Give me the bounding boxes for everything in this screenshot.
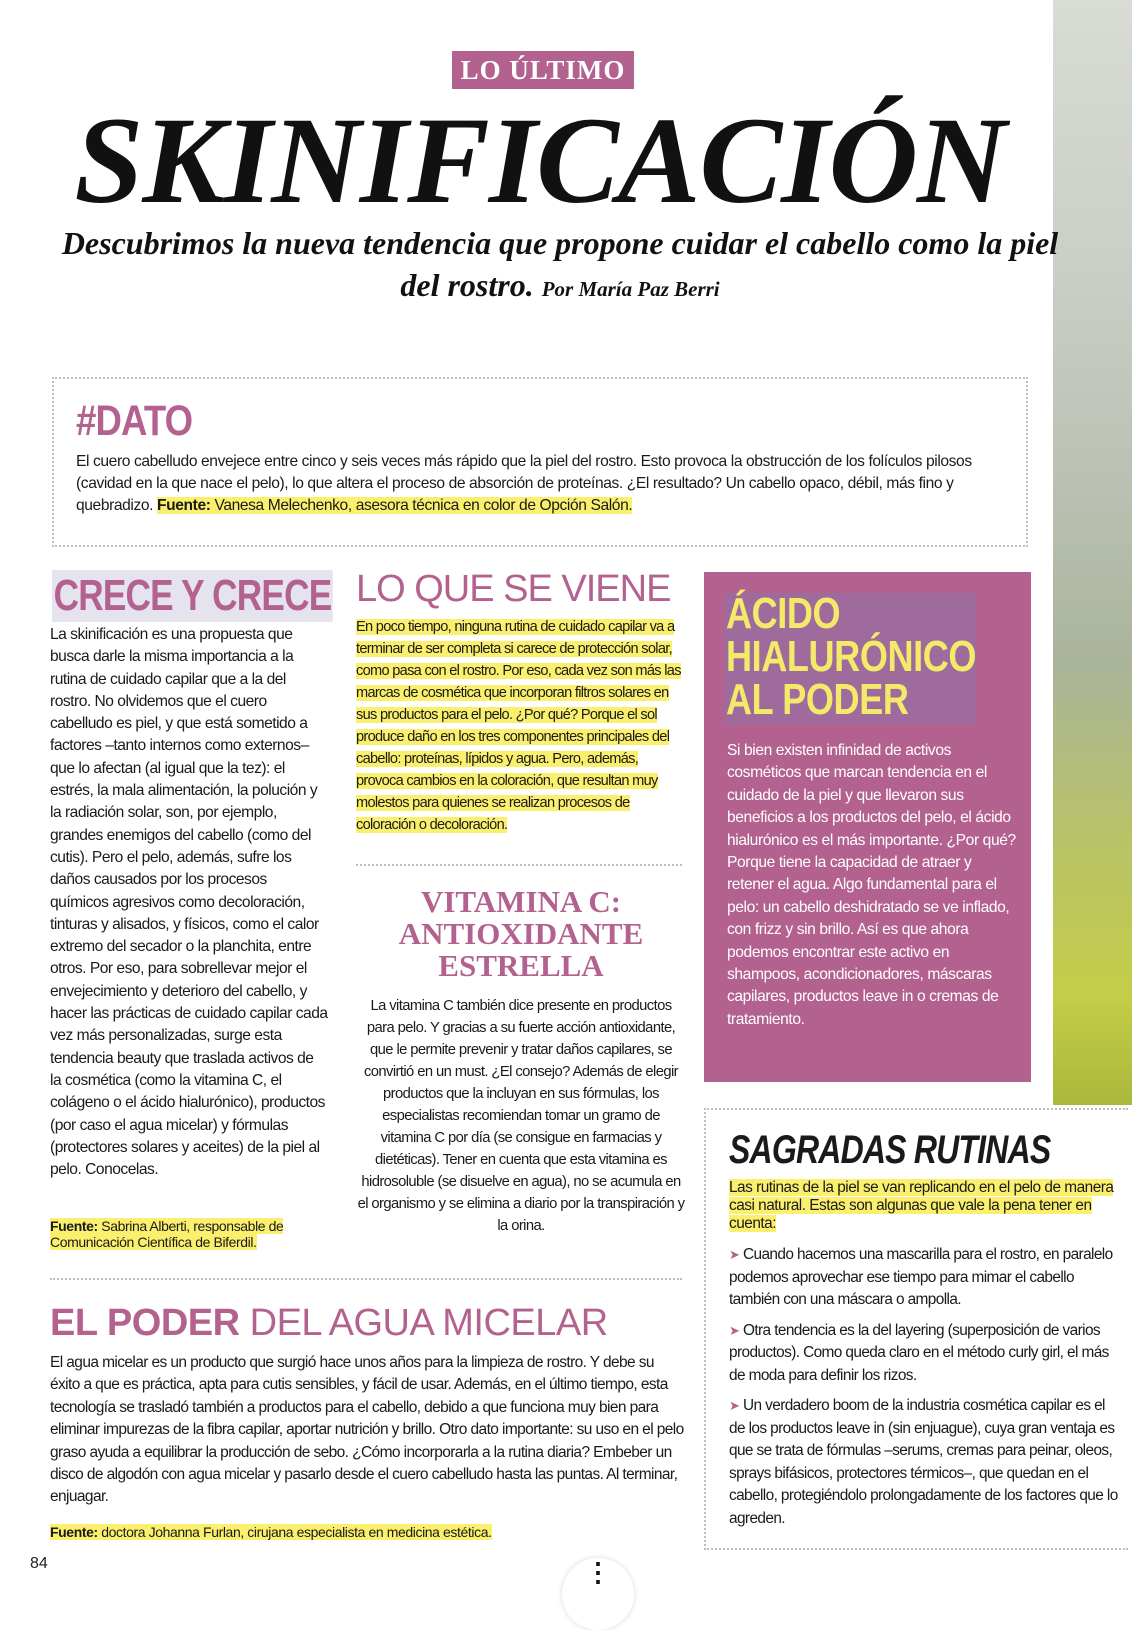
viene-text <box>356 616 686 836</box>
sagradas-list <box>729 1244 1124 1538</box>
list-item <box>729 1395 1124 1530</box>
agua-source <box>50 1524 492 1540</box>
list-item-text: Otra tendencia es la del layering (superposición de varios productos). Como queda claro en el método curly girl, el más de moda para definir los rizos. <box>729 1321 1109 1384</box>
divider <box>356 864 682 866</box>
subtitle-text: Descubrimos la nueva tendencia que propone cuidar el cabello como la piel del rostro. <box>61 225 1059 303</box>
viene-title: LO QUE SE VIENE <box>356 568 671 610</box>
page-number: 84 <box>30 1555 48 1572</box>
vitc-title: VITAMINA C: ANTIOXIDANTE ESTRELLA <box>398 884 644 983</box>
agua-title-rest: DEL AGUA MICELAR <box>239 1302 608 1344</box>
chevron-right-icon: ➤ <box>729 1247 740 1262</box>
agua-title <box>50 1302 608 1345</box>
dato-title: #DATO <box>76 397 193 445</box>
agua-source-label: Fuente: <box>50 1524 98 1540</box>
acid-text: Si bien existen infinidad de activos cosméticos que marcan tendencia en el cuidado de la piel y que llevaron sus beneficios a los productos del pelo, el ácido hialurónico es el más importante. ¿Por qué? Porque tiene la capacidad de atraer y retener el agua. Algo fundamental para el pelo: un cabello deshidratado se ve inflado, con frizz y sin brillo. Así es que ahora podemos encontrar este activo en shampoos, acondicionadores, máscaras capilares, productos leave in o cremas de tratamiento. <box>727 742 1016 1028</box>
sagradas-intro-text: Las rutinas de la piel se van replicando en el pelo de manera casi natural. Estas son algunas que vale la pena tener en cuenta: <box>729 1179 1114 1232</box>
divider <box>50 1278 682 1280</box>
more-options-button[interactable] <box>562 1558 634 1630</box>
agua-title-bold: EL PODER <box>50 1302 240 1344</box>
chevron-right-icon: ➤ <box>729 1398 740 1413</box>
dato-source-text: Vanesa Melechenko, asesora técnica en color de Opción Salón. <box>210 497 633 514</box>
acid-title: ÁCIDO HIALURÓNICO AL PODER <box>726 589 977 724</box>
list-item <box>729 1320 1124 1388</box>
crece-source-text: Sabrina Alberti, responsable de Comunicación Científica de Biferdil. <box>50 1218 284 1250</box>
list-item-text: Cuando hacemos una mascarilla para el rostro, en paralelo podemos aprovechar ese tiempo para mimar el cabello también con una máscara o ampolla. <box>729 1246 1113 1308</box>
list-item-text: Un verdadero boom de la industria cosmética capilar es el de los productos leave in (sin enjuague), cuya gran ventaja es que se trata de fórmulas –serums, cremas para peinar, oleos, sprays bifásicos, protectores térmicos–, que quedan en el cabello, protegiéndolo prolongadamente de los factores que lo agreden. <box>729 1397 1118 1527</box>
dato-source <box>157 497 632 514</box>
viene-body: En poco tiempo, ninguna rutina de cuidado capilar va a terminar de ser completa si carece de protección solar, como pasa con el rostro. Por eso, cada vez son más las marcas de cosmética que incorporan filtros solares en sus productos para el pelo. ¿Por qué? Porque el sol produce daño en los tres componentes principales del cabello: proteínas, lípidos y agua. Pero, además, provoca cambios en la coloración, que resultan muy molestos para quienes se realizan procesos de coloración o decoloración. <box>356 619 681 833</box>
section-tag: LO ÚLTIMO <box>452 51 634 89</box>
crece-source <box>50 1218 330 1250</box>
crece-text: La skinificación es una propuesta que busca darle la misma importancia a la rutina de cuidado capilar que a la del rostro. No olvidemos que el cuero cabelludo es piel, y que está sometido a factores –tanto internos como externos– que lo afectan (al igual que la tez): el estrés, la mala alimentación, la polución y la radiación solar, son, por ejemplo, grandes enemigos del cabello (como del cutis). Pero el pelo, además, sufre los daños causados por los procesos químicos agresivos como decoloración, tinturas y alisados, y físicos, como el calor extremo del secador o la planchita, entre otros. Por eso, para sobrellevar mejor el envejecimiento y deterioro del cabello, y hacer las prácticas de cuidado capilar cada vez más personalizadas, surge esta tendencia beauty que traslada activos de la cosmética (como la vitamina C, el colágeno o el ácido hialurónico), productos (por caso el agua micelar) y fórmulas (protectores solares y aceites) de la piel al pelo. Conocelas. <box>50 626 328 1179</box>
more-vert-icon: ⋮ <box>585 1557 611 1587</box>
subtitle <box>60 222 1060 310</box>
byline: Por María Paz Berri <box>541 277 720 301</box>
agua-text: El agua micelar es un producto que surgió hace unos años para la limpieza de rostro. Y debe su éxito a que es práctica, apta para cutis sensibles, y fácil de usar. Además, en el último tiempo, esta tecnología se trasladó también a productos para el cabello, debido a que funciona muy bien para eliminar impurezas de la fibra capilar, aportar nutrición y brillo. Otro dato importante: su uso en el pelo graso ayuda a equilibrar la producción de sebo. ¿Cómo incorporarla a la rutina diaria? Embeber un disco de algodón con agua micelar y pasarlo desde el cuero cabelludo hasta las puntas. Al terminar, enjuagar. <box>50 1354 684 1506</box>
page-title: SKINIFICACIÓN <box>74 92 1006 229</box>
agua-source-text: doctora Johanna Furlan, cirujana especialista en medicina estética. <box>97 1524 492 1540</box>
chevron-right-icon: ➤ <box>729 1322 740 1338</box>
side-photo <box>1053 0 1132 1105</box>
dato-text <box>76 451 1016 517</box>
crece-title: CRECE Y CRECE <box>53 571 332 620</box>
sagradas-intro <box>729 1179 1119 1233</box>
dato-source-label: Fuente: <box>157 497 211 514</box>
list-item <box>729 1244 1124 1312</box>
sagradas-title: SAGRADAS RUTINAS <box>729 1128 1051 1172</box>
dato-body: El cuero cabelludo envejece entre cinco y seis veces más rápido que la piel del rostro. Esto provoca la obstrucción de los folículos pilosos (cavidad en la que nace el pelo), lo que altera el proceso de absorción de proteínas. ¿El resultado? Un cabello opaco, débil, más fino y quebradizo. <box>76 453 972 514</box>
vitc-text: La vitamina C también dice presente en productos para pelo. Y gracias a su fuerte acción antioxidante, que le permite prevenir y tratar daños capilares, se convirtió en un must. ¿El consejo? Además de elegir productos que la incluyan en sus fórmulas, los especialistas recomiendan tomar un gramo de vitamina C por día (se consigue en farmacias y dietéticas). Tener en cuenta que esta vitamina es hidrosoluble (se disuelve en agua), no se acumula en el organismo y se elimina a diario por la transpiración y la orina. <box>357 998 685 1234</box>
crece-source-label: Fuente: <box>50 1218 98 1234</box>
